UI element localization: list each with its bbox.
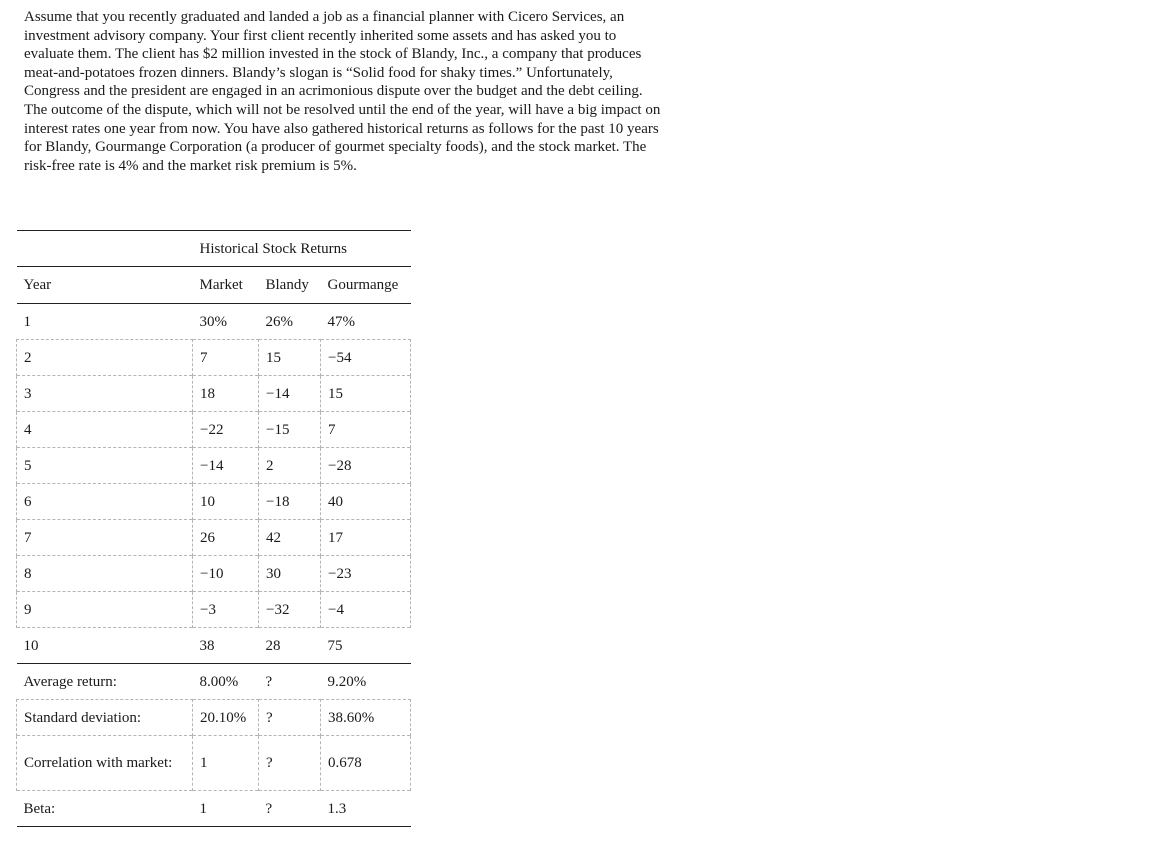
year-cell: 9 (17, 592, 193, 628)
blandy-cell: ? (265, 673, 273, 690)
blandy-cell: ? (259, 791, 321, 827)
blandy-cell: −32 (259, 592, 321, 628)
historical-returns-table (16, 230, 411, 827)
gourmange-cell: 0.678 (321, 736, 411, 791)
gourmange-cell: 7 (321, 412, 411, 448)
market-cell: 8.00% (199, 673, 239, 690)
stat-row-standard-deviation (17, 700, 411, 736)
stat-label: Average return: (23, 673, 117, 690)
table-row (17, 376, 411, 412)
blandy-cell: −14 (259, 376, 321, 412)
blandy-cell: 15 (259, 340, 321, 376)
stat-row-average-return (17, 664, 411, 700)
gourmange-cell: 17 (321, 520, 411, 556)
market-cell: 1 (193, 791, 259, 827)
blandy-cell: ? (259, 700, 321, 736)
gourmange-cell: 47% (327, 313, 355, 330)
year-cell: 8 (17, 556, 193, 592)
stat-label: Beta: (17, 791, 193, 827)
blandy-cell: −15 (259, 412, 321, 448)
table-row (17, 304, 411, 340)
gourmange-cell: 38.60% (321, 700, 411, 736)
table-title: Historical Stock Returns (193, 231, 411, 267)
gourmange-cell: −23 (321, 556, 411, 592)
market-cell: −22 (193, 412, 259, 448)
table-row (17, 556, 411, 592)
gourmange-cell: −4 (321, 592, 411, 628)
year-cell: 3 (17, 376, 193, 412)
problem-statement: Assume that you recently graduated and landed a job as a financial planner with Cicero Services, an investment advisory company. Your first client recently inherited some assets and has asked you to evaluate them. The client has $2 million invested in the stock of Blandy, Inc., a company that produces meat-and-potatoes frozen dinners. Blandy’s slogan is “Solid food for shaky times.” Unfortunately, Congress and the president are engaged in an acrimonious dispute over the budget and the debt ceiling. The outcome of the dispute, which will not be resolved until the end of the year, will have a big impact on interest rates one year from now. You have also gathered historical returns as follows for the past 10 years for Blandy, Gourmange Corporation (a producer of gourmet specialty foods), and the stock market. The risk-free rate is 4% and the market risk premium is 5%. (24, 9, 661, 174)
table-row (17, 340, 411, 376)
blandy-cell: 2 (259, 448, 321, 484)
header-gourmange: Gourmange (321, 267, 411, 304)
market-cell: 1 (193, 736, 259, 791)
market-cell: 18 (193, 376, 259, 412)
table-header-row (17, 267, 411, 304)
year-cell: 10 (17, 628, 193, 664)
blandy-cell: 26% (265, 313, 293, 330)
title-spacer-cell (17, 231, 193, 267)
blandy-cell: 28 (259, 628, 321, 664)
market-cell: −10 (193, 556, 259, 592)
table-row (17, 484, 411, 520)
header-blandy: Blandy (259, 267, 321, 304)
header-year: Year (17, 267, 193, 304)
header-market: Market (193, 267, 259, 304)
market-cell: 20.10% (193, 700, 259, 736)
stat-label: Standard deviation: (17, 700, 193, 736)
year-cell: 2 (17, 340, 193, 376)
year-cell: 5 (17, 448, 193, 484)
year-cell: 1 (23, 313, 31, 330)
gourmange-cell: 1.3 (321, 791, 411, 827)
blandy-cell: −18 (259, 484, 321, 520)
year-cell: 4 (17, 412, 193, 448)
table-row (17, 592, 411, 628)
gourmange-cell: 75 (321, 628, 411, 664)
gourmange-cell: −28 (321, 448, 411, 484)
stat-label: Correlation with market: (17, 736, 193, 791)
table-row (17, 448, 411, 484)
table-row (17, 628, 411, 664)
table-title-row (17, 231, 411, 267)
market-cell: 7 (193, 340, 259, 376)
year-cell: 7 (17, 520, 193, 556)
gourmange-cell: 9.20% (327, 673, 367, 690)
gourmange-cell: −54 (321, 340, 411, 376)
market-cell: −3 (193, 592, 259, 628)
market-cell: 26 (193, 520, 259, 556)
stat-row-beta (17, 791, 411, 827)
market-cell: 38 (193, 628, 259, 664)
market-cell: 30% (199, 313, 227, 330)
year-cell: 6 (17, 484, 193, 520)
stat-row-correlation (17, 736, 411, 791)
gourmange-cell: 40 (321, 484, 411, 520)
table-row (17, 520, 411, 556)
table-row (17, 412, 411, 448)
historical-returns-table-container (16, 230, 410, 827)
blandy-cell: 42 (259, 520, 321, 556)
gourmange-cell: 15 (321, 376, 411, 412)
market-cell: −14 (193, 448, 259, 484)
market-cell: 10 (193, 484, 259, 520)
blandy-cell: 30 (259, 556, 321, 592)
blandy-cell: ? (259, 736, 321, 791)
